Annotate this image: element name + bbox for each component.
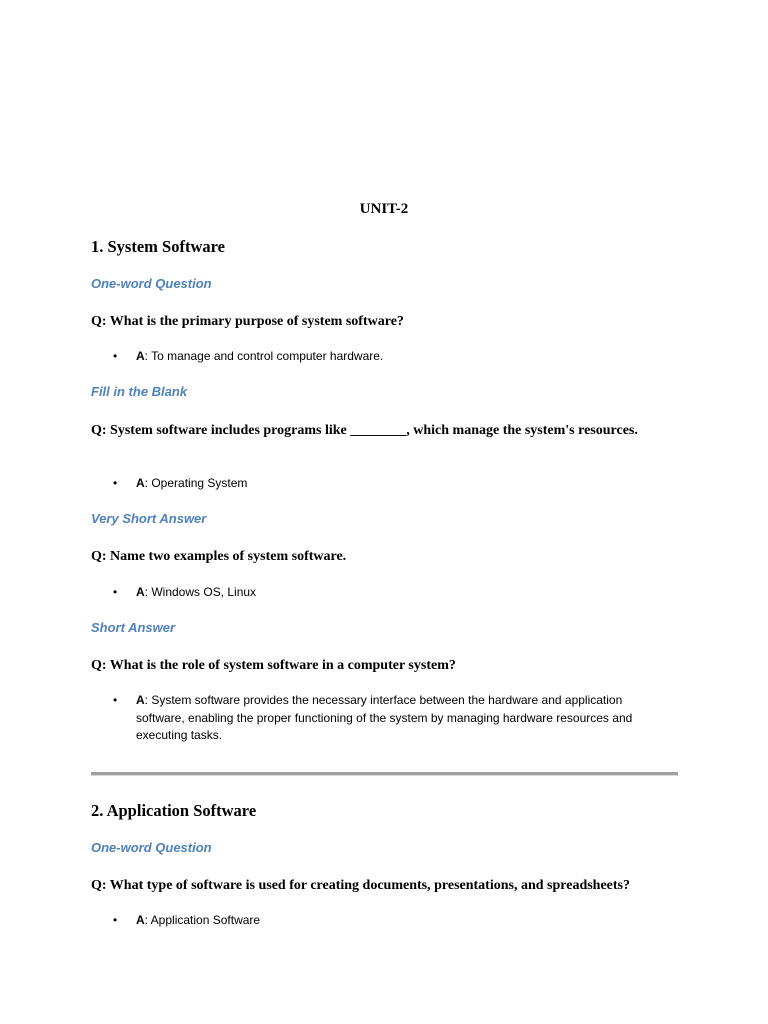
answer-text: : Windows OS, Linux xyxy=(144,585,257,599)
answer-list-item xyxy=(113,584,673,602)
question-type-label: One-word Question xyxy=(91,276,212,291)
answer-text: : Operating System xyxy=(144,476,248,490)
question-type-label: Fill in the Blank xyxy=(91,384,188,399)
bullet-icon: • xyxy=(113,349,118,363)
answer-list-item xyxy=(113,475,673,493)
question-type-label: One-word Question xyxy=(91,840,212,855)
question-text: Q: System software includes programs like ________, which manage the system's resources. xyxy=(91,423,638,438)
question-text: Q: What is the role of system software in a computer system? xyxy=(91,658,456,673)
question-text: Q: What is the primary purpose of system software? xyxy=(91,314,404,329)
answer-label: A xyxy=(136,913,145,927)
question-text: Q: Name two examples of system software. xyxy=(91,549,347,564)
answer-list-item xyxy=(113,348,673,366)
horizontal-divider xyxy=(91,772,678,776)
section-heading-application-software: 2. Application Software xyxy=(91,801,257,820)
answer-label: A xyxy=(136,349,145,363)
answer-text: : System software provides the necessary interface between the hardware and application software, enabling the proper functioning of the system by managing hardware resources and executing tasks. xyxy=(136,693,633,742)
bullet-icon: • xyxy=(113,913,118,927)
bullet-icon: • xyxy=(113,476,118,490)
bullet-icon: • xyxy=(113,585,118,599)
answer-label: A xyxy=(136,585,145,599)
section-heading-system-software: 1. System Software xyxy=(91,237,225,256)
question-text: Q: What type of software is used for creating documents, presentations, and spreadsheets? xyxy=(91,878,631,893)
bullet-icon: • xyxy=(113,693,118,707)
answer-label: A xyxy=(136,476,145,490)
answer-text: : Application Software xyxy=(144,913,261,927)
answer-label: A xyxy=(136,693,145,707)
question-type-label: Very Short Answer xyxy=(91,511,207,526)
question-type-label: Short Answer xyxy=(91,620,176,635)
answer-text: : To manage and control computer hardware. xyxy=(144,349,384,363)
page-title: UNIT-2 xyxy=(359,201,409,217)
answer-list-item xyxy=(113,692,673,745)
answer-list-item xyxy=(113,912,673,930)
